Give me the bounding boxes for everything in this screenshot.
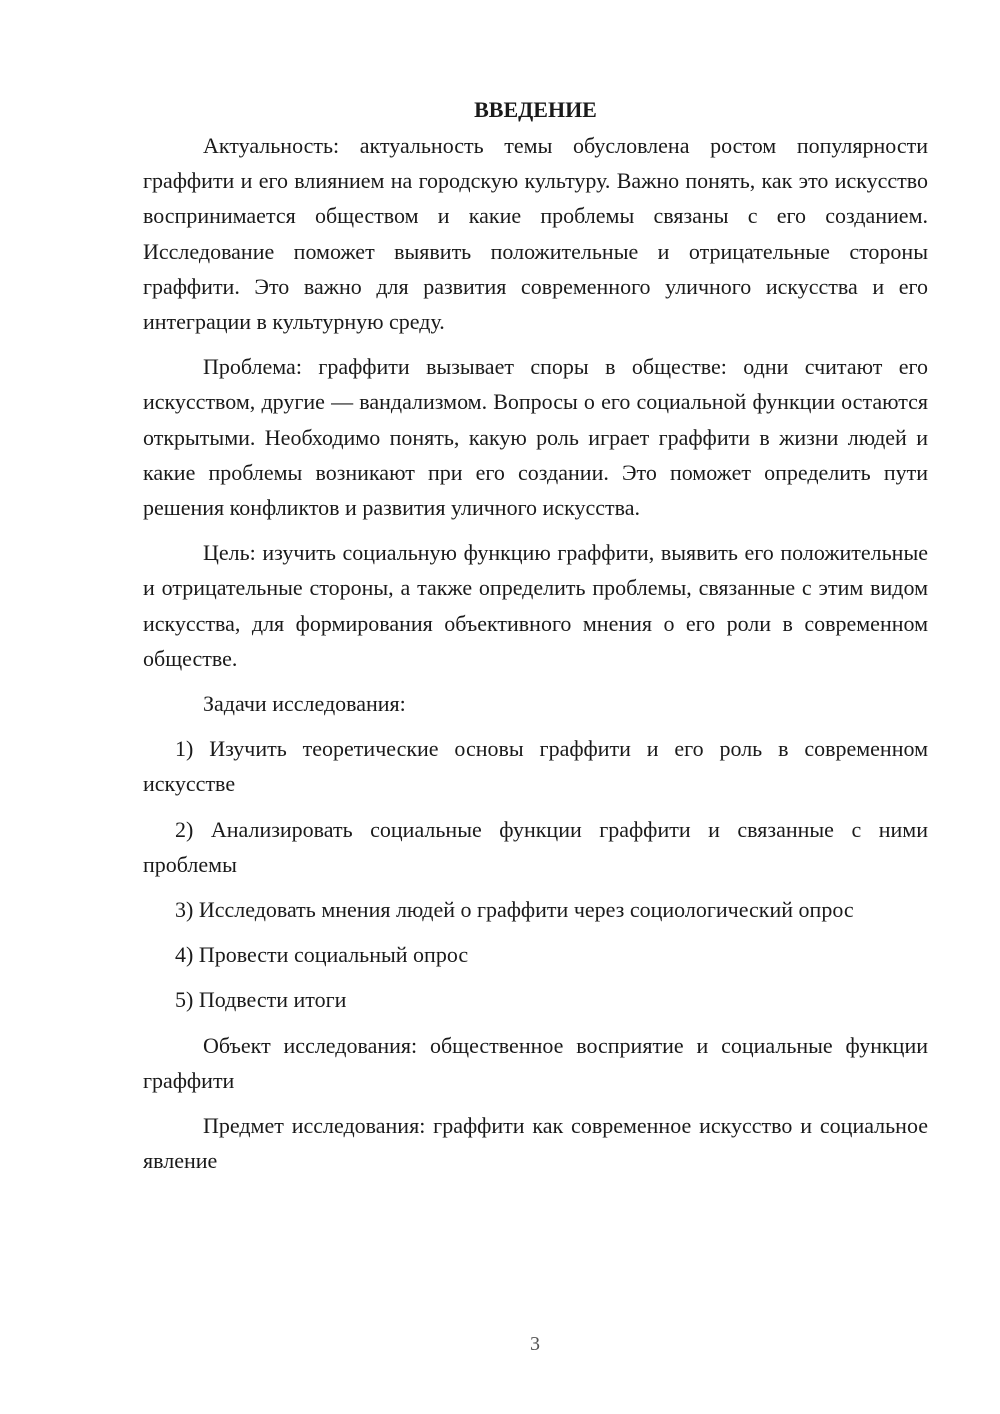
- page-number: 3: [530, 1333, 540, 1355]
- object-paragraph: Объект исследования: общественное восприятие и социальные функции граффити: [143, 1032, 928, 1093]
- goal-paragraph: Цель: изучить социальную функцию граффити, выявить его положительные и отрицательные стороны, а также определить проблемы, связанные с этим видом искусства, для формирования объективного мнения о его роли в современном обществе.: [143, 540, 928, 671]
- section-title: ВВЕДЕНИЕ: [474, 97, 597, 122]
- subject-paragraph: Предмет исследования: граффити как современное искусство и социальное явление: [143, 1113, 928, 1174]
- tasks-heading: Задачи исследования:: [203, 691, 406, 717]
- task-item-3: 3) Исследовать мнения людей о граффити через социологический опрос: [175, 897, 854, 923]
- task-item-2: 2) Анализировать социальные функции граффити и связанные с ними проблемы: [143, 816, 928, 877]
- task-item-4: 4) Провести социальный опрос: [175, 942, 469, 968]
- relevance-paragraph: Актуальность: актуальность темы обусловлена ростом популярности граффити и его влиянием на городскую культуру. Важно понять, как это искусство воспринимается обществом и какие проблемы связаны с его созданием. Исследование поможет выявить положительные и отрицательные стороны граффити. Это важно для развития современного уличного искусства и его интеграции в культурную среду.: [143, 133, 928, 335]
- document-page: [143, 92, 928, 1178]
- task-item-1: 1) Изучить теоретические основы граффити и его роль в современном искусстве: [143, 736, 928, 797]
- problem-paragraph: Проблема: граффити вызывает споры в обществе: одни считают его искусством, другие — вандализмом. Вопросы о его социальной функции остаются открытыми. Необходимо понять, какую роль играет граффити в жизни людей и какие проблемы возникают при его создании. Это поможет определить пути решения конфликтов и развития уличного искусства.: [143, 354, 928, 521]
- task-item-5: 5) Подвести итоги: [175, 987, 347, 1013]
